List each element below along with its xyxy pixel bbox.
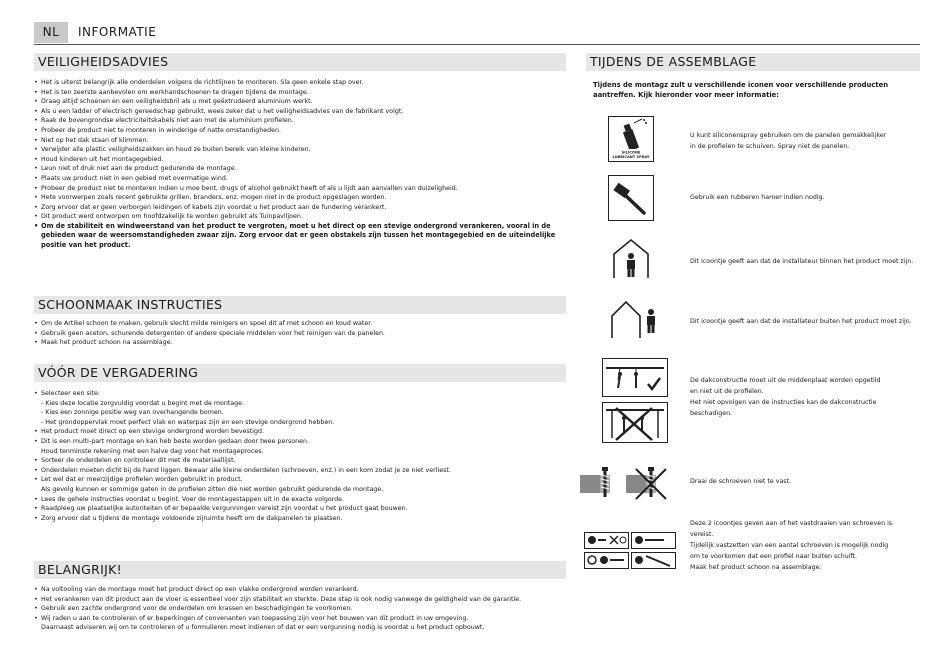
list-item: • Hete voorwerpen zoals recent gebruikte grillen, branders, enz. mogen niet in de product opgeslagen worden. [34, 193, 566, 203]
section-title-safety: VEILIGHEIDSADVIES [34, 53, 566, 71]
icon-row-outdoors [586, 298, 920, 344]
safety-list [34, 78, 566, 250]
list-item: Houd tenminste rekening met een halve dag voor het montageproces. [41, 447, 264, 455]
list-item: • Niet op het dak staan of klimmen. [34, 136, 566, 146]
install-indoors-icon [608, 236, 654, 286]
list-item: Als gevolg kunnen er sommige gaten in de profielen zitten die niet worden gebruikt gedurende de montage. [41, 485, 384, 493]
list-item: • Gebruik een zachte ondergrond voor de onderdelen om krassen en beschadigingen te voorkomen. [34, 604, 566, 614]
rubber-hammer-icon [608, 175, 654, 225]
description-line: Het niet opvolgen van de instructies kan de dakconstructie [690, 399, 877, 406]
section-title-during-assembly: TIJDENS DE ASSEMBLAGE [586, 53, 920, 71]
icon-row-tighten [586, 518, 920, 588]
list-item: • Selecteer een site: [34, 389, 566, 399]
tighten-screws-icon [584, 532, 676, 574]
list-item: - Het grondoppervlak moet perfect vlak en waterpas zijn en een stevige ondergrond hebben. [41, 418, 335, 426]
icon-row-screws [586, 465, 920, 503]
spray-label-line1: SILICONE [621, 150, 641, 155]
list-item: • Probeer de product niet te monteren in winderige of natte omstandigheden. [34, 126, 566, 136]
indoors-description: Dit icoontje geeft aan dat de installateur binnen het product moet zijn. [690, 258, 914, 265]
hammer-description: Gebruik een rubberen hamer indien nodig. [690, 194, 825, 201]
list-item: • Het is ten zeerste aanbevolen om werkhandschoenen te dragen tijdens de montage. [34, 88, 566, 98]
list-item: • Lees de gehele instructies voordat u begint. Voer de montagestappen uit in de exacte volgorde. [34, 495, 566, 505]
cleaning-list [34, 319, 566, 348]
list-item: • Leun niet of druk niet aan de product gedurende de montage. [34, 164, 566, 174]
list-item: • Zorg ervoor dat er geen verborgen leidingen of kabels zijn voordat u het product aan de fundering verankert. [34, 203, 566, 213]
section-title-cleaning: SCHOONMAAK INSTRUCTIES [34, 296, 566, 314]
list-item: - Kies een zonnige positie weg van overhangende bomen. [41, 409, 224, 417]
list-item: - Kies deze locatie zorgvuldig voordat u begint met de montage. [41, 399, 245, 407]
list-item: • Na voltooiing van de montage moet het product direct op een vlakke ondergrond worden verankerd. [34, 585, 566, 595]
install-outdoors-icon [608, 298, 660, 346]
icon-row-hammer [586, 175, 920, 225]
icon-row-roof [586, 358, 920, 448]
silicone-spray-icon [608, 116, 654, 166]
list-item: • Onderdelen moeten dicht bij de hand liggen. Bewaar alle kleine onderdelen (schroeven, enz.) in een kom zodat je ze niet verliest. [34, 466, 566, 476]
list-item: • Het verankeren van dit product aan de vloer is essentieel voor zijn stabiliteit en sterkte. Deze stap is ook nodig vanwege de geldigheid van de garantie. [34, 595, 566, 605]
description-line: om te voorkomen dat een profiel naar buiten schuift. [690, 553, 858, 560]
list-item: • Raak de bovengrondse electriciteitskabels niet aan met de aluminium profielen. [34, 116, 566, 126]
icon-row-indoors [586, 236, 920, 286]
list-item: • Wij raden u aan te controleren of er beperkingen of convenanten van toepassing zijn voor het bouwen van dit product in uw omgeving. [34, 614, 566, 624]
list-item: • Sorteer de onderdelen en controleer dit met de materiaallijst. [34, 456, 566, 466]
description-line: vereist. [690, 531, 714, 538]
description-line: U kunt siliconenspray gebruiken om de panelen gemakkelijker [690, 132, 887, 139]
list-item: • Dit product werd ontworpen om hoofdzakelijk te worden gebruikt als Tuinpaviljoen. [34, 212, 566, 222]
list-item-emphasis: • Om de stabiliteit en windweerstand van het product te vergroten, moet u het direct op een stevige ondergrond verankeren, vooral in de gebieden waar de weersomstandigheden zwaar zijn. Zorg ervoor dat er geen obstakels zijn tussen het montagegebied en de uiteindelijke positie van het product. [34, 222, 566, 250]
list-item: • Het product moet direct op een stevige ondergrond worden bevestigd. [34, 427, 566, 437]
description-line: De dakconstructie moet uit de middenplaat worden opgetild [690, 377, 881, 384]
list-item: • Het is uiterst belangrijk alle onderdelen volgens de richtlijnen te monteren. Sla geen enkele stap over. [34, 78, 566, 88]
silicone-description [690, 130, 886, 152]
important-list [34, 585, 566, 633]
tighten-description [690, 518, 892, 573]
section-title-important: BELANGRIJK! [34, 561, 566, 579]
screws-description: Draai de schroeven niet te vast. [690, 478, 792, 485]
roof-support-icon [602, 358, 668, 448]
description-line: beschadigen. [690, 410, 733, 417]
outdoors-description: Dit icoontje geeft aan dat de installateur buiten het product moet zijn. [690, 318, 912, 325]
roof-description [690, 375, 881, 419]
list-item: • Let wel dat er meerzijdige profielen worden gebruikt in product. [34, 475, 566, 485]
list-item: • Plaats uw product niet in een gebied met overmatige wind. [34, 174, 566, 184]
list-item: • Verwijder alle plastic veiligheidszakken en houd ze buiten bereik van kleine kinderen. [34, 145, 566, 155]
list-item: • Als u een ladder of electrisch gereedschap gebruikt, wees zeker dat u het veiligheidsadvies van de fabrikant volgt. [34, 107, 566, 117]
list-item: • Raadpleeg uw plaatselijke autoriteiten of er bepaalde vergunningen vereist zijn voordat u het product gaat bouwen. [34, 504, 566, 514]
before-assembly-list [34, 389, 566, 523]
description-line: en niet uit de profielen. [690, 388, 764, 395]
list-item: • Gebruik geen aceton, schurende detergenten of andere speciale middelen voor het reinigen van de panelen. [34, 329, 566, 339]
assembly-intro: Tijdens de montagz zult u verschillende iconen voor verschillende producten aantreffen. Kijk hieronder voor meer informatie: [593, 81, 889, 99]
page-header [34, 22, 920, 45]
list-item: • Om de Artikel schoon te maken, gebruik slecht milde reinigers en spoel dit af met schoon en koud water. [34, 319, 566, 329]
description-line: in de profielen te schuiven. Spray niet de panelen. [690, 143, 850, 150]
section-title-before-assembly: VÓÓR DE VERGADERING [34, 364, 566, 382]
list-item: • Draag altijd schoenen en een veiligheidsbril als u met geëxtrudeerd aluminium werkt. [34, 97, 566, 107]
spray-label-line2: LUBRICANT SPRAY [612, 155, 650, 159]
list-item: • Zorg ervoor dat u tijdens de montage voldoende zijruimte heeft om de dakpanelen te plaatsen. [34, 514, 566, 524]
screws-not-tight-icon [580, 465, 670, 505]
list-item: • Dit is een multi-part montage en kan heb beste worden gedaan door twee personen. [34, 437, 566, 447]
page-title: INFORMATIE [78, 25, 157, 39]
icon-row-silicone [586, 116, 920, 166]
description-line: Deze 2 icoontjes geven aan of het vastdraaien van schroeven is [690, 520, 893, 527]
list-item: • Maak het product schoon na assemblage. [34, 338, 566, 348]
language-badge: NL [34, 22, 68, 43]
description-line: Maak het product schoon na assemblage. [690, 564, 822, 571]
description-line: Tijdelijk vastzetten van een aantal schroeven is mogelijk nodig [690, 542, 889, 549]
list-item: • Probeer de product niet te monteren indien u moe bent, drugs of alcohol gebruikt heeft of als u lijdt aan aanvallen van duizeligheid. [34, 184, 566, 194]
list-item: • Houd kinderen uit het montagegebied. [34, 155, 566, 165]
list-item: Daarnaast adviseren wij om te controleren of u formulieren moet indienen of dat er een vergunning nodig is voordat u het product opbouwt. [41, 624, 485, 632]
